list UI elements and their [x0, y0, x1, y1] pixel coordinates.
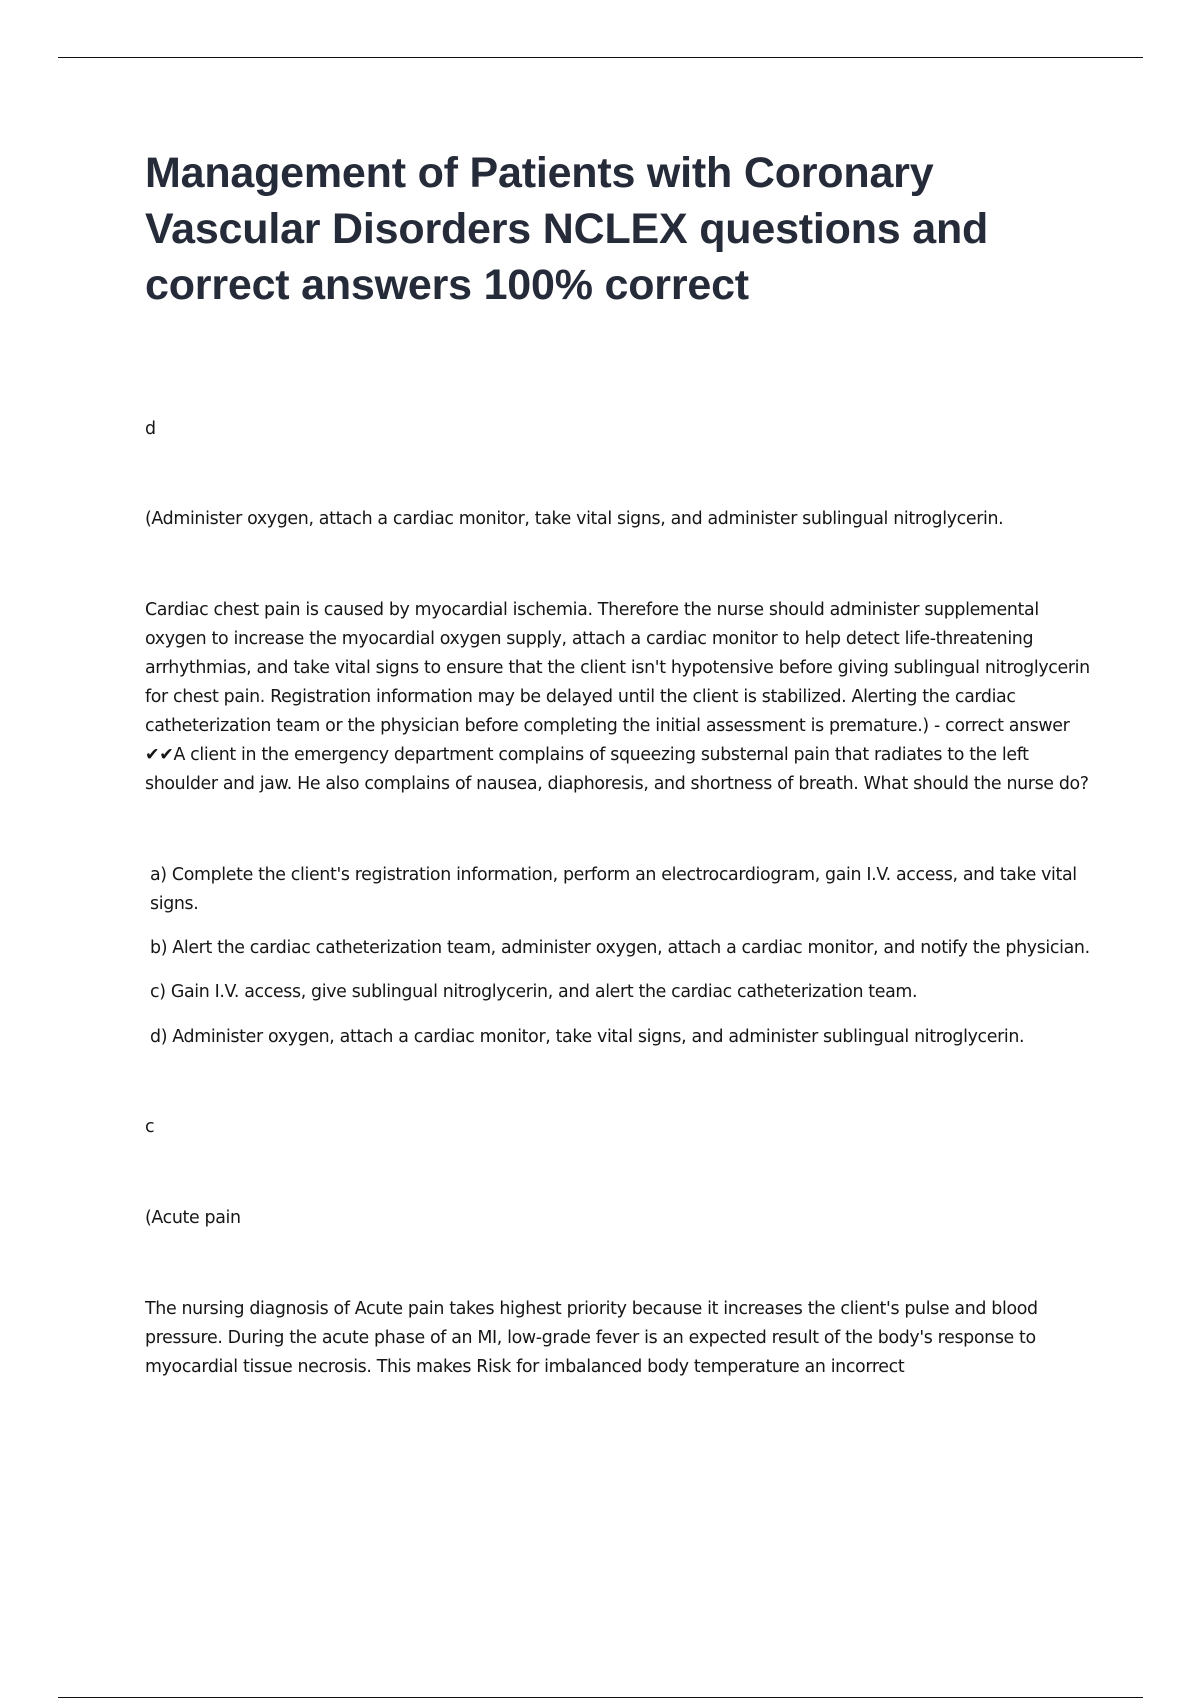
q1-rationale: Cardiac chest pain is caused by myocardial ischemia. Therefore the nurse should administer supplemental oxygen to increase the myocardial oxygen supply, attach a cardiac monitor to help detect life-threatening arrhythmias, and take vital signs to ensure that the client isn't hypotensive before giving sublingual nitroglycerin for chest pain. Registration information may be delayed until the client is stabilized. Alerting the cardiac catheterization team or the physician before completing the initial assessment is premature.) - correct answer ✔✔A client in the emergency department complains of squeezing substernal pain that radiates to the left shoulder and jaw. He also complains of nausea, diaphoresis, and shortness of breath. What should the nurse do? [145, 600, 1090, 794]
q2-answer-letter: c [145, 1117, 155, 1137]
q1-option-b: b) Alert the cardiac catheterization team, administer oxygen, attach a cardiac monitor, and notify the physician. [150, 938, 1090, 958]
document-title: Management of Patients with Coronary Vascular Disorders NCLEX questions and correct answers 100% correct [145, 149, 989, 309]
q1-options [145, 861, 1090, 1052]
q1-answer-text: (Administer oxygen, attach a cardiac monitor, take vital signs, and administer sublingual nitroglycerin. [145, 509, 1004, 529]
q1-answer-letter: d [145, 419, 156, 439]
q1-option-c: c) Gain I.V. access, give sublingual nitroglycerin, and alert the cardiac catheterization team. [150, 982, 918, 1002]
q2-rationale: The nursing diagnosis of Acute pain takes highest priority because it increases the client's pulse and blood pressure. During the acute phase of an MI, low-grade fever is an expected result of the body's response to myocardial tissue necrosis. This makes Risk for imbalanced body temperature an incorrect [145, 1299, 1038, 1377]
bottom-rule [58, 1697, 1143, 1698]
q1-option-d: d) Administer oxygen, attach a cardiac monitor, take vital signs, and administer sublingual nitroglycerin. [150, 1027, 1025, 1047]
document-body [145, 145, 1090, 1382]
top-rule [58, 57, 1143, 58]
q1-option-a: a) Complete the client's registration information, perform an electrocardiogram, gain I.V. access, and take vital signs. [150, 865, 1077, 914]
q2-answer-text: (Acute pain [145, 1208, 241, 1228]
